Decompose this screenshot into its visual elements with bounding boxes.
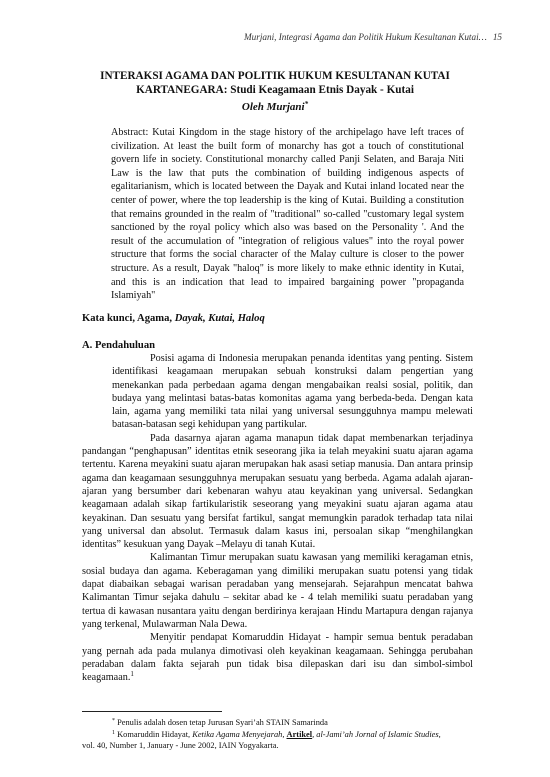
body-text bbox=[82, 352, 473, 684]
footnote-1-author: Komaruddin Hidayat, bbox=[117, 730, 193, 739]
running-header bbox=[244, 31, 502, 44]
author-name: Oleh Murjani bbox=[241, 100, 305, 113]
abstract: Abstract: Kutai Kingdom in the stage history of the archipelago have left traces of civilization. At least the built form of monarchy has got a touch of constitutional govern life in society. Constitutional monarchy called Panji Selaten, and Baraja Niti Law is the law that puts the combination of building indigenous aspects of egalitarianism, which is located between the Dayak and Kutai inland located near the center of power, where the top leadership is the king of Kutai. Building a constitution that remains grounded in the realm of "traditional" so-called "customary legal system sanctioned by the royal policy which also was based on the Personality '. And the result of the accumulation of "integration of religious values" into the royal power structure that forms the social character of the Malay culture is closer to the power structure. As a result, Dayak "haloq" is more likely to make ethnic identity in Kutai, and this is an indication that lead to impaired bargaining power "propaganda Islamiyah" bbox=[111, 127, 464, 302]
footnote-author-text: Penulis adalah dosen tetap Jurusan Syari’ah STAIN Samarinda bbox=[117, 718, 328, 727]
footnote-divider bbox=[82, 711, 222, 712]
footnotes bbox=[82, 716, 473, 751]
footnote-ref-1: 1 bbox=[130, 670, 134, 679]
keywords-label: Kata kunci, Agama, bbox=[82, 313, 175, 324]
section-heading: A. Pendahuluan bbox=[82, 340, 156, 351]
footnote-author bbox=[82, 716, 473, 728]
title-line-1: INTERAKSI AGAMA DAN POLITIK HUKUM KESULTANAN KUTAI bbox=[100, 70, 450, 82]
author-line bbox=[0, 98, 550, 114]
paragraph-4-text: Menyitir pendapat Komaruddin Hidayat - hampir semua bentuk peradaban yang pernah ada pada mulanya dimotivasi oleh keyakinan keagamaan. Sehingga perubahan peradaban dalam fakta sejarah pun tidak bisa dilepaskan dari isu dan simbol-simbol keagamaan. bbox=[82, 632, 473, 684]
paragraph-1: Posisi agama di Indonesia merupakan penanda identitas yang penting. Sistem identifikasi keagamaan merupakan sebuah konstruksi dalam pengertian yang menekankan pada perbedaan agama dengan mengabaikan realsi sosial, politik, dan budaya yang melintasi batas-batas komonitas agama yang berbeda-beda. Dengan kata lain, agama yang memiliki tata nilai yang universal sesungguhnya mampu melewati batasan-batasan segi kehidupan yang partikular. bbox=[112, 353, 473, 431]
footnote-1-journal: , al-Jami’ah Jornal of Islamic Studies, bbox=[312, 730, 441, 739]
footnote-1-article: Artikel bbox=[286, 730, 313, 739]
paragraph-3: Kalimantan Timur merupakan suatu kawasan yang memiliki keragaman etnis, sosial budaya dan agama. Keberagaman yang dimiliki merupakan suatu potensi yang tidak dapat diabaikan sebagai warisan peradaban yang mensejarah. Sejarahpun mencatat bahwa Kalimantan Timur sejaka dahulu – sekitar abad ke - 4 telah memiliki suatu peradaban yang tertua di kawasan nusantara yaitu dengan berdirinya kerajaan Hindu Martapura dengan rajanya yang terkenal, Mulawarman Nala Dewa. bbox=[82, 552, 473, 630]
footnote-mark-star: * bbox=[112, 718, 115, 724]
footnote-1-continued: vol. 40, Number 1, January - June 2002, IAIN Yogyakarta. bbox=[82, 741, 279, 750]
keywords-terms: Dayak, Kutai, Haloq bbox=[174, 313, 265, 324]
title-block bbox=[0, 70, 550, 114]
paragraph-4 bbox=[82, 631, 473, 684]
title-line-2: KARTANEGARA: Studi Keagamaan Etnis Dayak - Kutai bbox=[136, 83, 414, 96]
keywords bbox=[82, 312, 265, 325]
author-footnote-mark: * bbox=[304, 99, 309, 108]
running-title: Murjani, Integrasi Agama dan Politik Hukum Kesultanan Kutai… bbox=[244, 32, 487, 42]
footnote-1 bbox=[82, 728, 473, 740]
footnote-mark-1: 1 bbox=[112, 730, 115, 736]
footnote-1-title: Ketika Agama Menyejarah, bbox=[192, 730, 287, 739]
paragraph-2: Pada dasarnya ajaran agama manapun tidak dapat membenarkan terjadinya pandangan “penghapusan” identitas etnik seseorang jika ia telah meyakini suatu ajaran agama tertentu. Karena meyakini suatu ajaran merupakan hak asasi setiap manusia. Dan antara prinsip agama dan keagamaan sesungguhnya merupakan sesuatu yang berbeda. Agama adalah ajaran-ajaran yang bersumber dari kebenaran wahyu atau keyakinan yang universal. Sedangkan keagamaan adalah sikap fartikularistik seseorang yang meyakini suatu ajaran agama atau keyakinan. Dan sesuatu yang bersifat fartikul, sangat memungkin paradok terhadap tata nilai yang universal dan absolut. Termasuk dalam kasus ini, persoalan sikap “menghilangkan identitas” kesukuan yang Dayak –Melayu di tanah Kutai. bbox=[82, 432, 473, 551]
page-number: 15 bbox=[492, 32, 502, 42]
